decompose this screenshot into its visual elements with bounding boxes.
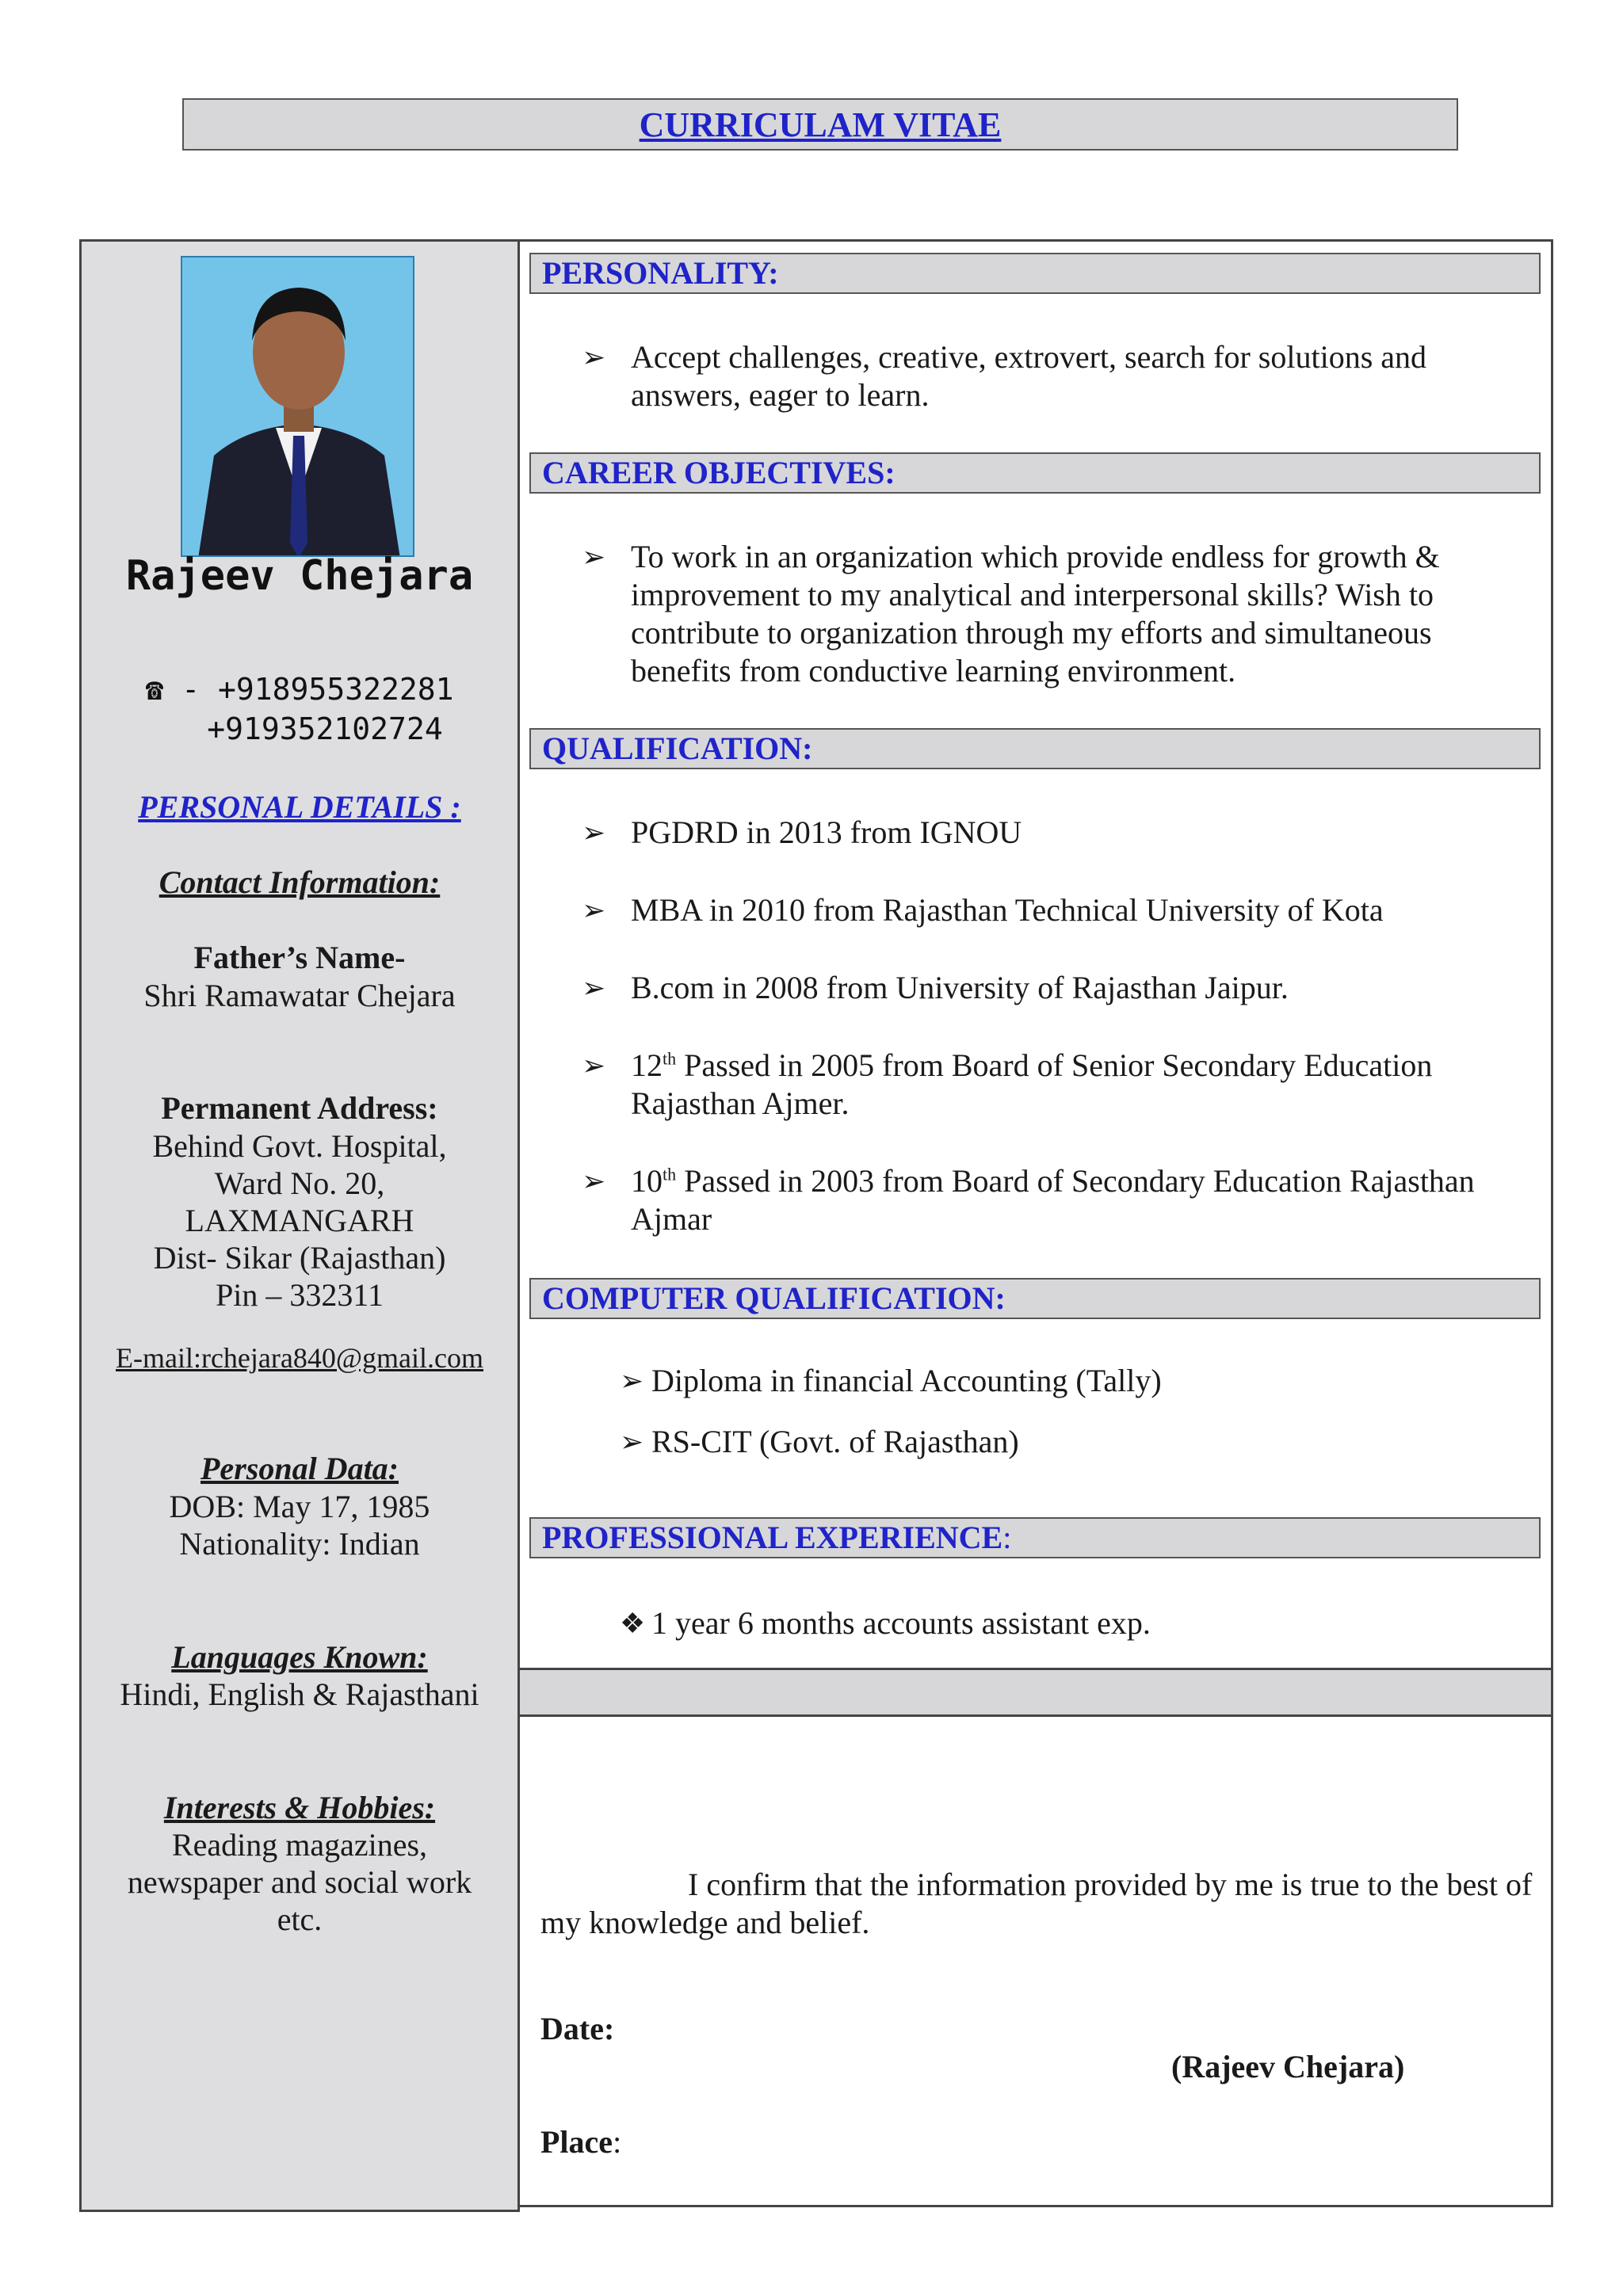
qualification-heading: QUALIFICATION: [529,728,1541,769]
address-line: Dist- Sikar (Rajasthan) [153,1240,446,1276]
email-link[interactable]: E-mail:rchejara840@gmail.com [116,1342,483,1374]
candidate-name: Rajeev Chejara [125,552,474,600]
qualification-item [582,891,1534,929]
career-heading: CAREER OBJECTIVES: [529,452,1541,494]
address-line: Behind Govt. Hospital, [152,1128,447,1164]
personality-item [582,338,1534,414]
father-name-label: Father’s Name- [193,940,406,975]
place-colon: : [613,2124,622,2160]
declaration-text: I confirm that the information provided by me is true to the best of my knowledge and belief. [540,1867,1533,1940]
signature-name: (Rajeev Chejara) [1171,2049,1405,2084]
arrow-bullet-icon: ➢ [620,1426,644,1458]
arrow-bullet-icon: ➢ [582,1050,606,1081]
person-photo-illustration [182,257,414,557]
arrow-bullet-icon: ➢ [582,341,606,373]
date-label: Date: [540,2011,615,2046]
ordinal-suffix: th [663,1164,677,1184]
arrow-bullet-icon: ➢ [582,541,606,573]
experience-heading [529,1517,1541,1558]
computer-text: RS-CIT (Govt. of Rajasthan) [651,1424,1019,1459]
personal-data-heading: Personal Data: [200,1451,399,1486]
cv-title-bar [182,98,1458,151]
hobbies-heading: Interests & Hobbies: [163,1790,436,1825]
divider-band [520,1668,1551,1717]
phone-1: +918955322281 [218,672,454,707]
computer-text: Diploma in financial Accounting (Tally) [651,1363,1162,1398]
contact-info-heading: Contact Information: [158,864,441,900]
arrow-bullet-icon: ➢ [582,972,606,1004]
experience-heading-text: PROFESSIONAL EXPERIENCE [542,1520,1003,1555]
arrow-bullet-icon: ➢ [582,1165,606,1197]
qualification-12-text: Passed in 2005 from Board of Senior Secondary Education Rajasthan Ajmer. [631,1047,1433,1121]
phone-icon: ☎ [145,672,164,707]
father-name-value: Shri Ramawatar Chejara [143,978,456,1013]
phone-numbers [82,669,517,749]
personal-details-heading: PERSONAL DETAILS : [138,789,461,825]
arrow-bullet-icon: ➢ [582,817,606,849]
qualification-10-text: Passed in 2003 from Board of Secondary Education Rajasthan Ajmar [631,1163,1475,1237]
qualification-text: PGDRD in 2013 from IGNOU [631,814,1022,850]
cv-title: CURRICULAM VITAE [639,105,1002,144]
left-sidebar [79,239,520,2212]
nationality-value: Nationality: Indian [179,1526,420,1562]
hobbies-line: newspaper and social work [127,1864,472,1900]
dob-value: DOB: May 17, 1985 [169,1489,430,1524]
career-text: To work in an organization which provide endless for growth & improvement to my analytical and interpersonal skills? Wish to contribute to organization through my efforts and simultaneous benefits from conductive learning environment. [631,539,1440,688]
qualification-10-num: 10 [631,1163,663,1199]
hobbies-line: etc. [277,1901,323,1937]
career-item [582,538,1534,690]
diamond-bullet-icon: ❖ [620,1608,646,1639]
experience-heading-colon: : [1002,1520,1012,1555]
qualification-text: B.com in 2008 from University of Rajasthan Jaipur. [631,970,1289,1005]
qualification-12-num: 12 [631,1047,663,1083]
qualification-text: MBA in 2010 from Rajasthan Technical University of Kota [631,892,1384,928]
qualification-item [582,1047,1534,1123]
experience-item [620,1604,1555,1642]
place-label: Place [540,2124,613,2160]
languages-value: Hindi, English & Rajasthani [120,1676,479,1712]
personality-text: Accept challenges, creative, extrovert, search for solutions and answers, eager to learn. [631,339,1427,413]
arrow-bullet-icon: ➢ [582,894,606,926]
hobbies-line: Reading magazines, [171,1827,428,1863]
experience-text: 1 year 6 months accounts assistant exp. [651,1605,1151,1641]
qualification-item [582,1162,1534,1238]
phone-prefix: - [163,672,219,707]
place-line [540,2123,621,2161]
arrow-bullet-icon: ➢ [620,1365,644,1397]
languages-heading: Languages Known: [171,1639,428,1675]
qualification-item [582,814,1534,852]
qualification-item [582,969,1534,1007]
personality-heading: PERSONALITY: [529,253,1541,294]
address-line: Ward No. 20, [214,1165,385,1201]
address-label: Permanent Address: [161,1090,438,1126]
phone-2: +919352102724 [207,711,443,746]
profile-photo [181,256,414,557]
address-line: Pin – 332311 [216,1277,384,1313]
right-content [520,239,1553,2207]
address-line: LAXMANGARH [185,1203,414,1238]
computer-item [620,1362,1555,1400]
computer-item [620,1423,1555,1461]
computer-heading: COMPUTER QUALIFICATION: [529,1278,1541,1319]
ordinal-suffix: th [663,1048,677,1069]
